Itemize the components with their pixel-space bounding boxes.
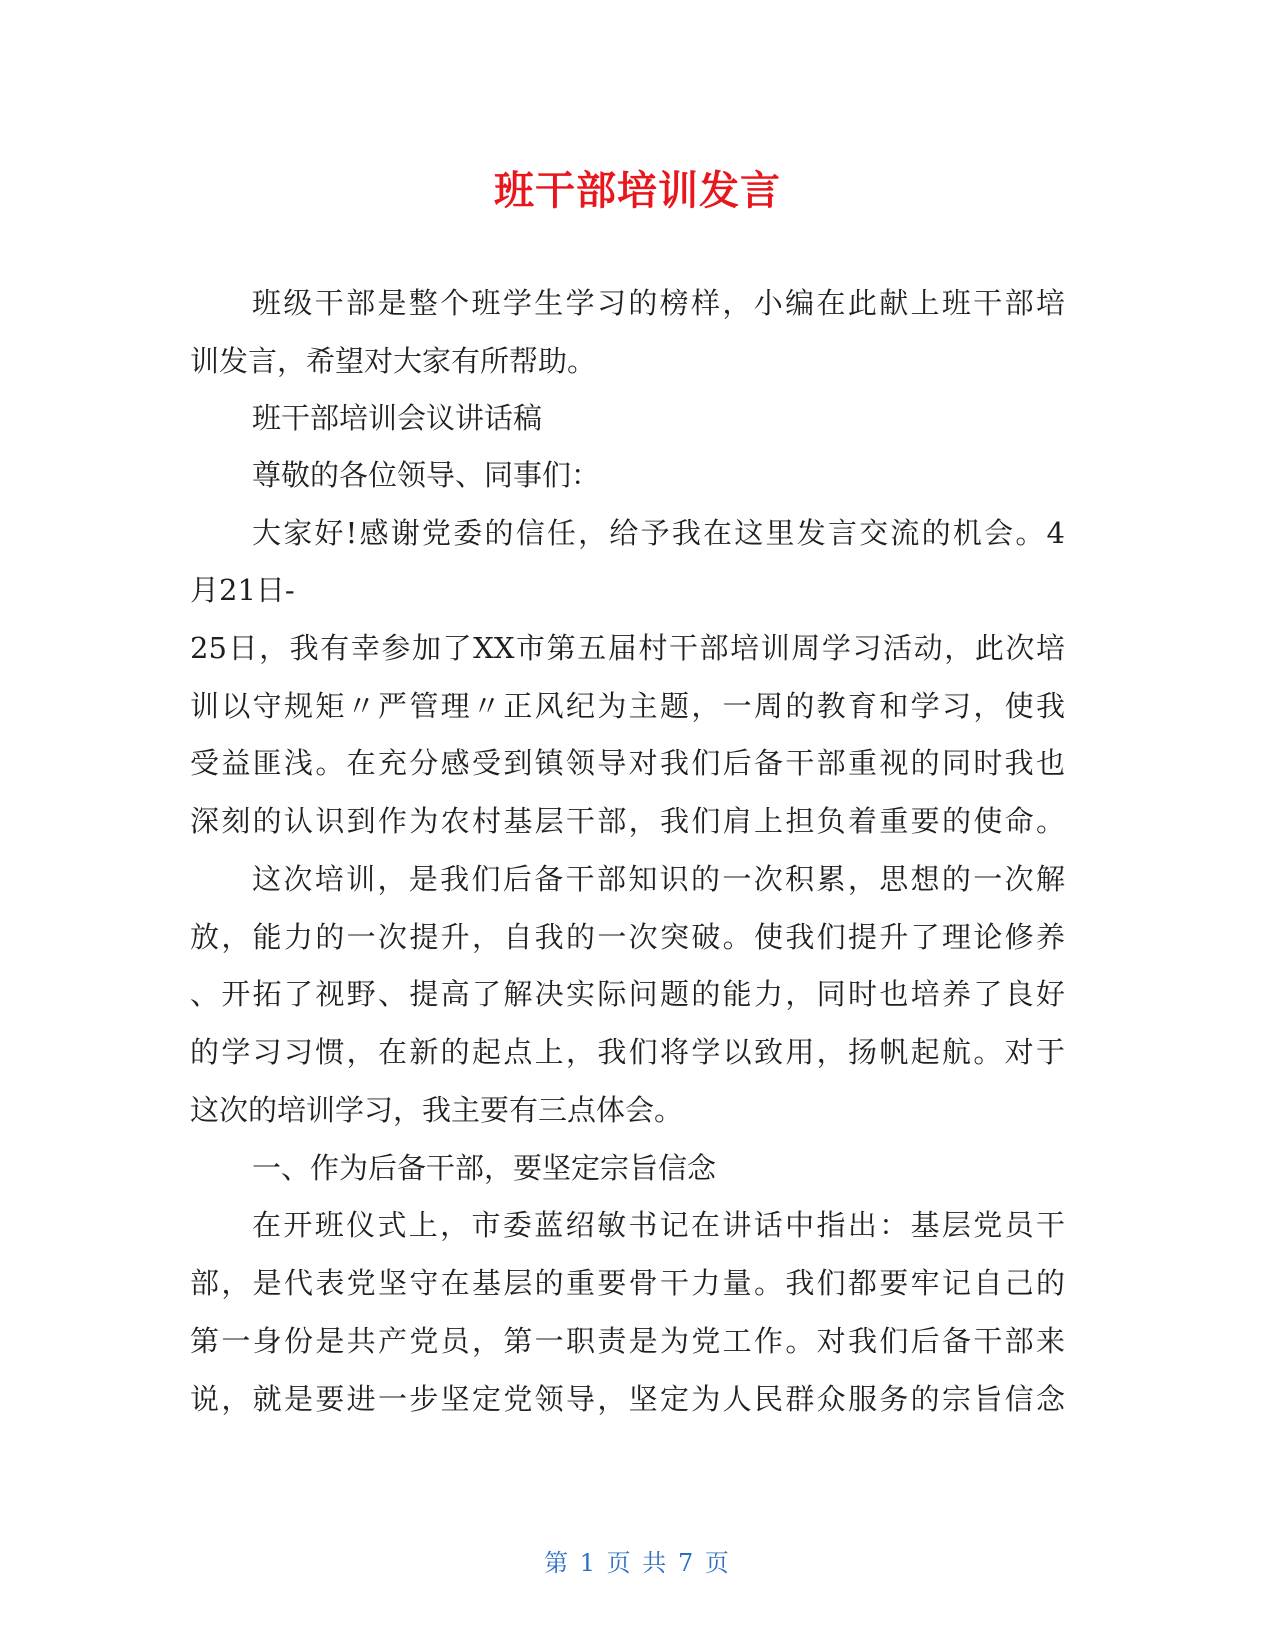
text-line: 大家好!感谢党委的信任，给予我在这里发言交流的机会。4: [252, 516, 1065, 550]
page-number-footer: 第 1 页 共 7 页: [544, 1549, 731, 1577]
text-line: 这次培训，是我们后备干部知识的一次积累，思想的一次解: [252, 862, 1065, 896]
text-line: 训发言，希望对大家有所帮助。: [190, 344, 597, 378]
text-line: 受益匪浅。在充分感受到镇领导对我们后备干部重视的同时我也: [190, 746, 1065, 780]
text-line: 这次的培训学习，我主要有三点体会。: [190, 1093, 684, 1127]
text-line: 的学习习惯，在新的起点上，我们将学以致用，扬帆起航。对于: [190, 1035, 1065, 1069]
text-line: 月21日-: [190, 573, 295, 607]
text-line: 班级干部是整个班学生学习的榜样，小编在此献上班干部培: [252, 286, 1065, 320]
document-title: 班干部培训发言: [494, 168, 781, 214]
text-line: 第一身份是共产党员，第一职责是为党工作。对我们后备干部来: [190, 1324, 1065, 1358]
text-line: 班干部培训会议讲话稿: [252, 401, 543, 435]
text-line: 在开班仪式上，市委蓝绍敏书记在讲话中指出：基层党员干: [252, 1208, 1065, 1242]
text-line: 说，就是要进一步坚定党领导，坚定为人民群众服务的宗旨信念: [190, 1382, 1065, 1416]
text-line: 深刻的认识到作为农村基层干部，我们肩上担负着重要的使命。: [190, 804, 1065, 838]
text-line: 尊敬的各位领导、同事们：: [252, 458, 601, 492]
text-line: 放，能力的一次提升，自我的一次突破。使我们提升了理论修养: [190, 920, 1065, 954]
text-line: 部，是代表党坚守在基层的重要骨干力量。我们都要牢记自己的: [190, 1266, 1065, 1300]
text-line: 25日，我有幸参加了XX市第五届村干部培训周学习活动，此次培: [190, 631, 1065, 665]
text-line: 训以守规矩〃严管理〃正风纪为主题，一周的教育和学习，使我: [190, 689, 1065, 723]
text-line: 、开拓了视野、提高了解决实际问题的能力，同时也培养了良好: [190, 977, 1065, 1011]
section-heading: 一、作为后备干部，要坚定宗旨信念: [252, 1151, 717, 1185]
